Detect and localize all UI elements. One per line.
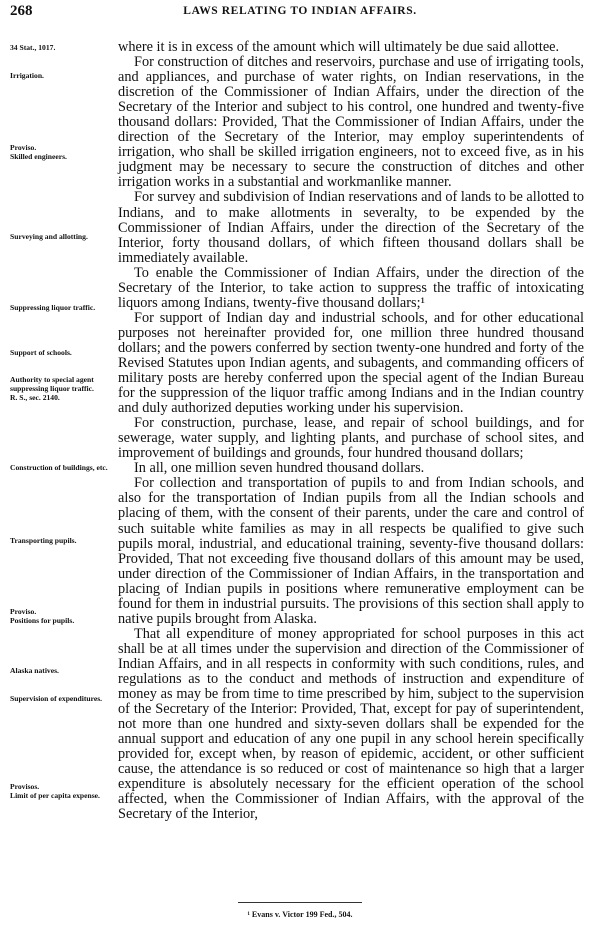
paragraph-allottee: where it is in excess of the amount which will ultimately be due said allottee. [118, 39, 560, 55]
margin-note-alaska-natives: Alaska natives. [10, 666, 59, 675]
page-number: 268 [10, 3, 33, 19]
footnote: ¹ Evans v. Victor 199 Fed., 504. [247, 910, 353, 919]
margin-note-skilled-engineers: Proviso. Skilled engineers. [10, 143, 67, 161]
margin-note-positions-pupils: Proviso. Positions for pupils. [10, 607, 75, 625]
paragraph-total: In all, one million seven hundred thousand dollars. [134, 460, 425, 477]
paragraph-survey: For survey and subdivision of Indian reservations and of lands to be allotted to Indians, and to make allotments in severalty, to be expended by the Commissioner of Indian Affairs, under the direction of the Secretary of the Interior, forty thousand dollars, of which fifteen thousand dollars shall be immediately available. [118, 189, 584, 266]
margin-note-citation: 34 Stat., 1017. [10, 43, 56, 52]
running-title: LAWS RELATING TO INDIAN AFFAIRS. [183, 5, 417, 17]
margin-note-transporting-pupils: Transporting pupils. [10, 536, 77, 545]
margin-note-supervision: Supervision of expenditures. [10, 694, 103, 703]
margin-note-per-capita-limit: Provisos. Limit of per capita expense. [10, 782, 100, 800]
margin-note-irrigation: Irrigation. [10, 71, 44, 80]
footnote-rule [238, 902, 362, 903]
margin-note-special-agent: Authority to special agent suppressing liquor traffic. R. S., sec. 2140. [10, 375, 94, 402]
margin-note-liquor-traffic: Suppressing liquor traffic. [10, 303, 96, 312]
paragraph-liquor: To enable the Commissioner of Indian Affairs, under the direction of the Secretary of the Interior, to take action to suppress the traffic of intoxicating liquors among Indians, twenty-five thousand dollars;¹ [118, 264, 584, 311]
body-text [118, 40, 584, 822]
paragraph-schools: For support of Indian day and industrial schools, and for other educational purposes not hereinafter provided for, one million three hundred thousand dollars; and the powers conferred by section twenty-one hundred and forty of the Revised Statutes upon Indian agents, and subagents, and commanding officers of military posts are hereby conferred upon the special agent of the Indian Bureau for the suppression of the liquor traffic among Indians and in the Indian country and duly authorized deputies working under his supervision. [118, 309, 584, 417]
paragraph-irrigation: For construction of ditches and reservoirs, purchase and use of irrigating tools, and appliances, and purchase of water rights, on Indian reservations, in the discretion of the Commissioner of Indian Affairs, under the direction of the Secretary of the Interior and subject to his control, one hundred and twenty-five thousand dollars: Provided, That the Commissioner of Indian Affairs, under the direction of the Secretary of the Interior, may employ superintendents of irrigation, who shall be skilled irrigation engineers, not to exceed five, as in his judgment may be necessary to secure the construction of ditches and other irrigation works in a substantial and workmanlike manner. [118, 54, 584, 191]
paragraph-expenditure: That all expenditure of money appropriated for school purposes in this act shall be at all times under the supervision and direction of the Commissioner of Indian Affairs, and in all respects in conformity with such conditions, rules, and regulations as to the conduct and methods of instruction and expenditure of money as may be from time to time prescribed by him, subject to the supervision of the Secretary of the Interior: Provided, That, except for pay of superintendent, not more than one hundred and sixty-seven dollars shall be expended for the annual support and education of any one pupil in any school herein specifically provided for, except when, by reason of epidemic, accident, or other sufficient cause, the attendance is so reduced or cost of maintenance so high that a larger expenditure is absolutely necessary for the efficient operation of the school affected, when the Commissioner of Indian Affairs, with the approval of the Secretary of the Interior, [118, 625, 584, 823]
margin-note-construction: Construction of buildings, etc. [10, 463, 108, 472]
paragraph-transport: For collection and transportation of pupils to and from Indian schools, and also for the transportation of Indian pupils from all the Indian schools and placing of them, with the consent of their parents, under the care and control of such suitable white families as may in all respects be qualified to give such pupils moral, industrial, and educational training, seventy-five thousand dollars: Provided, That not exceeding five thousand dollars of this amount may be used, under direction of the Commissioner of Indian Affairs, in the transportation and placing of Indian pupils in positions where remunerative employment can be found for them in industrial pursuits. The provisions of this section shall apply to native pupils brought from Alaska. [118, 475, 584, 627]
margin-note-support-schools: Support of schools. [10, 348, 72, 357]
margin-note-surveying: Surveying and allotting. [10, 232, 88, 241]
paragraph-buildings: For construction, purchase, lease, and repair of school buildings, and for sewerage, water supply, and lighting plants, and purchase of school sites, and improvement of buildings and grounds, four hundred thousand dollars; [118, 415, 584, 462]
